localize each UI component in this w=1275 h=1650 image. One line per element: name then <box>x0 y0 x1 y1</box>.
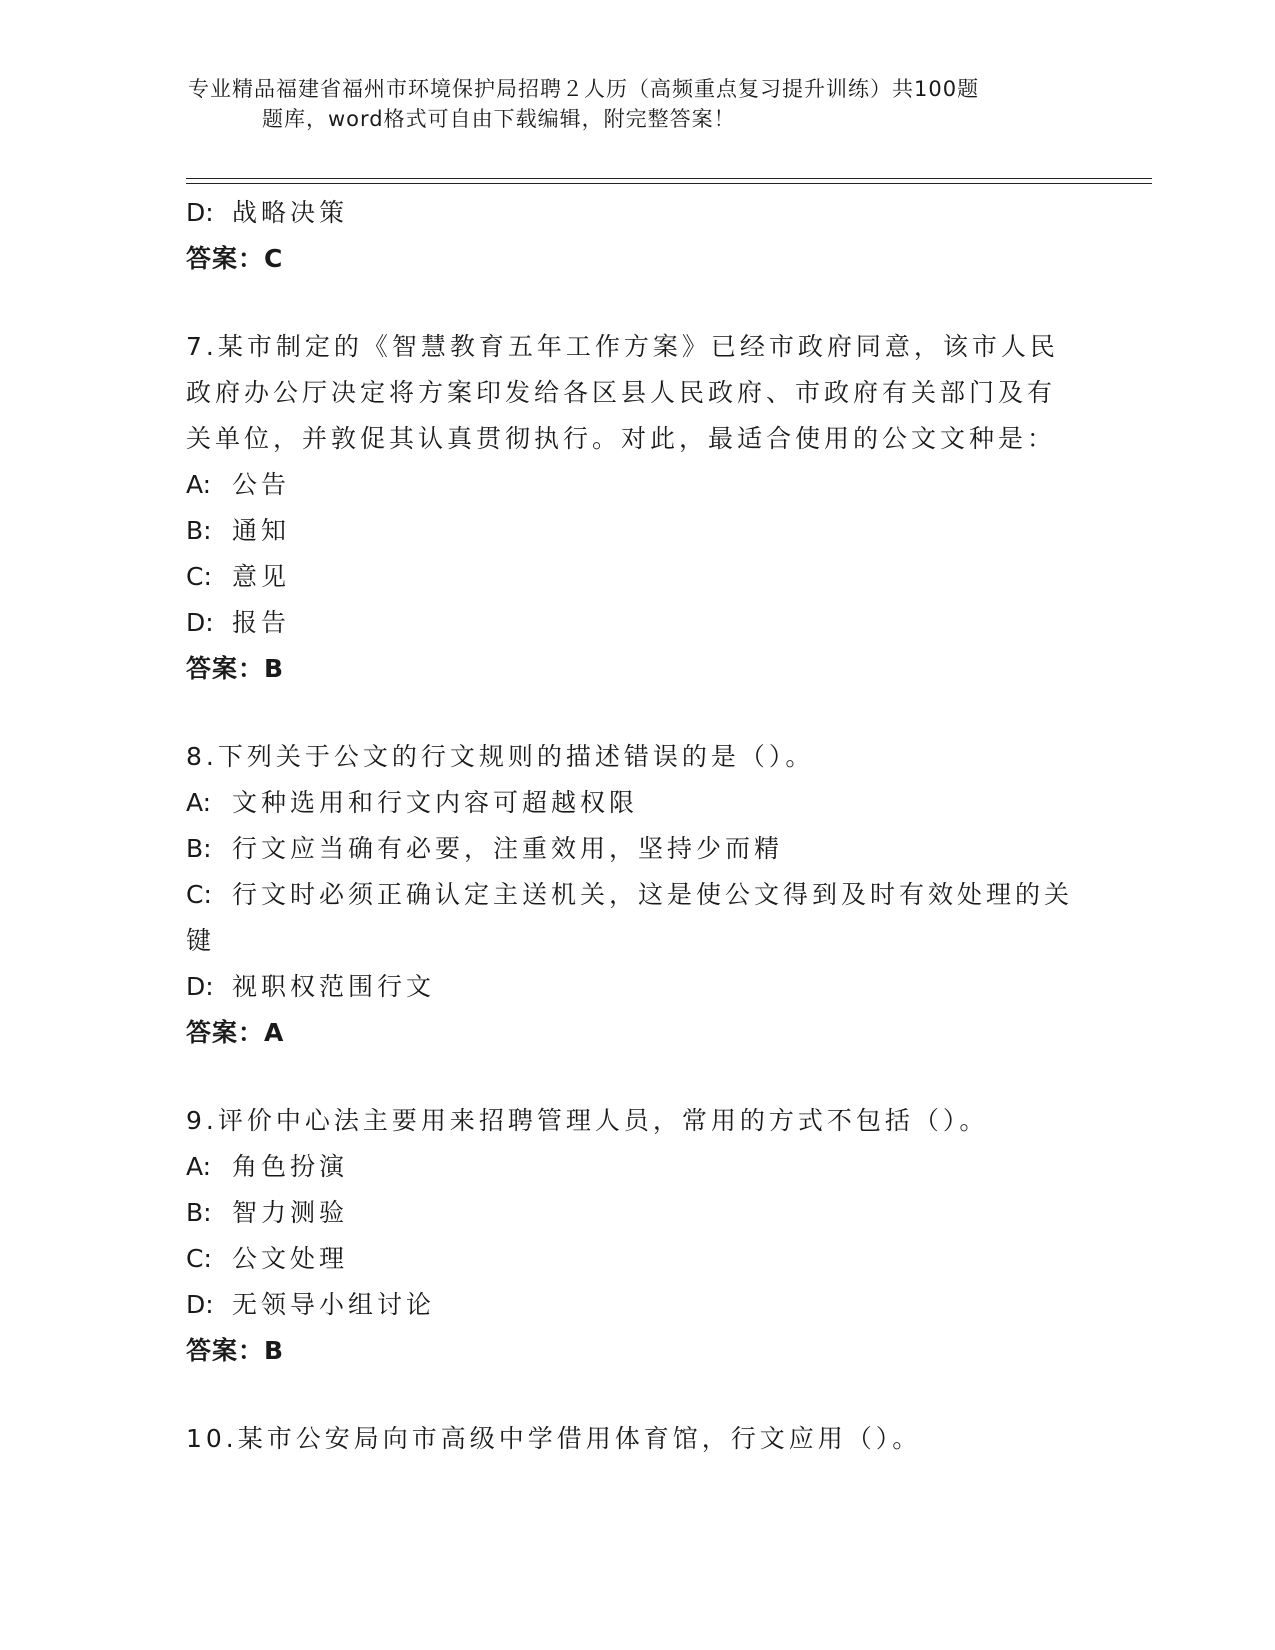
option-row <box>186 964 1066 1010</box>
document-header <box>150 74 1100 134</box>
header-title-line1: 专业精品福建省福州市环境保护局招聘２人历（高频重点复习提升训练）共100题 <box>188 77 980 101</box>
answer-line: 答案：B <box>186 654 285 683</box>
option-label: C: <box>186 1244 212 1273</box>
option-text: 公文处理 <box>232 1244 349 1273</box>
option-label: A: <box>186 470 212 499</box>
spacer <box>186 692 1066 734</box>
question-7-line-2: 政府办公厅决定将方案印发给各区县人民政府、市政府有关部门及有 <box>186 378 1057 407</box>
question-8-line-1: 8.下列关于公文的行文规则的描述错误的是（）。 <box>186 742 815 771</box>
answer-line: 答案：B <box>186 1336 285 1365</box>
option-label: D: <box>186 608 214 637</box>
spacer <box>186 1056 1066 1098</box>
question-7-line-3: 关单位，并敦促其认真贯彻执行。对此，最适合使用的公文文种是： <box>186 424 1057 453</box>
option-text: 行文应当确有必要，注重效用，坚持少而精 <box>232 834 784 863</box>
question-9-line-1: 9.评价中心法主要用来招聘管理人员，常用的方式不包括（）。 <box>186 1106 989 1135</box>
option-text: 战略决策 <box>232 198 349 227</box>
header-divider-top <box>186 178 1152 179</box>
option-row <box>186 826 1066 872</box>
question-10-line-1: 10.某市公安局向市高级中学借用体育馆，行文应用（）。 <box>186 1424 922 1453</box>
option-row <box>186 1236 1066 1282</box>
spacer <box>186 282 1066 324</box>
header-divider-bottom <box>186 183 1152 184</box>
option-row <box>186 872 1074 918</box>
option-label: C: <box>186 562 212 591</box>
option-text: 角色扮演 <box>232 1152 349 1181</box>
option-label: B: <box>186 834 212 863</box>
option-text: 通知 <box>232 516 291 545</box>
option-label: A: <box>186 788 212 817</box>
option-text: 公告 <box>232 470 291 499</box>
answer-line: 答案：C <box>186 244 284 273</box>
option-row <box>186 190 1066 236</box>
option-row <box>186 1282 1066 1328</box>
answer-line: 答案：A <box>186 1018 285 1047</box>
option-row <box>186 462 1066 508</box>
header-title-line2: 题库，word格式可自由下载编辑，附完整答案！ <box>262 107 736 131</box>
option-row-continuation <box>186 918 1066 964</box>
document-body <box>186 190 1074 1462</box>
option-label: D: <box>186 198 214 227</box>
option-text: 报告 <box>232 608 291 637</box>
option-text: 文种选用和行文内容可超越权限 <box>232 788 639 817</box>
option-text: 视职权范围行文 <box>232 972 436 1001</box>
option-row <box>186 780 1066 826</box>
option-text: 意见 <box>232 562 291 591</box>
option-row <box>186 554 1066 600</box>
question-7-line-1: 7.某市制定的《智慧教育五年工作方案》已经市政府同意，该市人民 <box>186 332 1059 361</box>
option-label: B: <box>186 516 212 545</box>
option-label: C: <box>186 880 212 909</box>
option-label: A: <box>186 1152 212 1181</box>
spacer <box>186 1374 1066 1416</box>
option-row <box>186 600 1066 646</box>
option-label: D: <box>186 972 214 1001</box>
option-row <box>186 1190 1066 1236</box>
option-label: D: <box>186 1290 214 1319</box>
option-label: B: <box>186 1198 212 1227</box>
option-text: 智力测验 <box>232 1198 349 1227</box>
option-row <box>186 1144 1066 1190</box>
option-row <box>186 508 1066 554</box>
option-text: 无领导小组讨论 <box>232 1290 436 1319</box>
option-text: 键 <box>186 926 216 955</box>
option-text: 行文时必须正确认定主送机关，这是使公文得到及时有效处理的关 <box>232 880 1074 909</box>
